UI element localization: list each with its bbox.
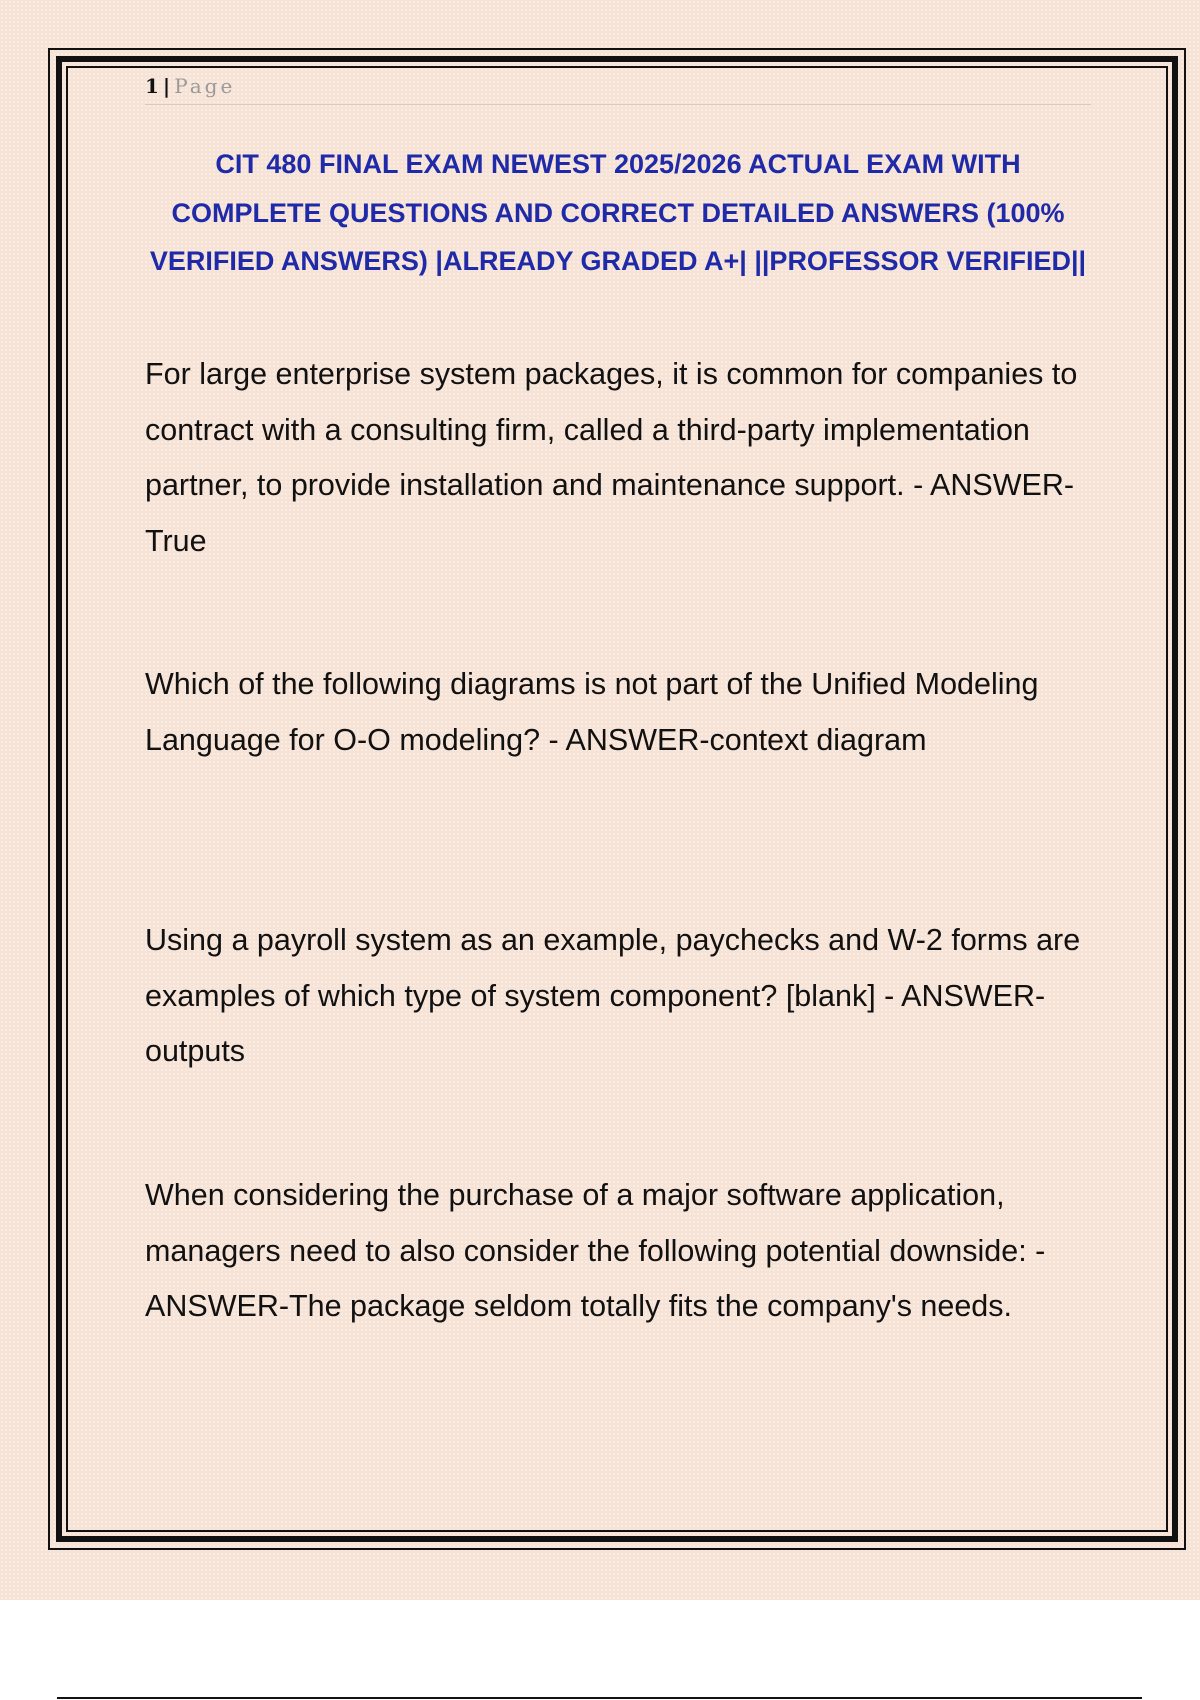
footer-rule [57, 1697, 1142, 1699]
question-answer-2: Which of the following diagrams is not part of the Unified Modeling Language for O-O modeling? - ANSWER-context diagram [145, 667, 1039, 757]
question-answer-3: Using a payroll system as an example, paychecks and W-2 forms are examples of which type of system component? [blank] - ANSWER-outputs [145, 923, 1081, 1068]
document-title: CIT 480 FINAL EXAM NEWEST 2025/2026 ACTUAL EXAM WITH COMPLETE QUESTIONS AND CORRECT DETAILED ANSWERS (100% VERIFIED ANSWERS) |ALREADY GRADED A+| ||PROFESSOR VERIFIED|| [149, 149, 1087, 276]
page-header [145, 74, 1091, 105]
question-answer-1: For large enterprise system packages, it is common for companies to contract with a consulting firm, called a third-party implementation partner, to provide installation and maintenance support. - ANSWER-True [145, 357, 1078, 558]
page-label: Page [174, 74, 236, 98]
question-answer-4: When considering the purchase of a major software application, managers need to also consider the following potential downside: - ANSWER-The package seldom totally fits the company's needs. [145, 1178, 1046, 1323]
page-number: 1 [145, 74, 159, 98]
page-separator: | [162, 74, 171, 98]
